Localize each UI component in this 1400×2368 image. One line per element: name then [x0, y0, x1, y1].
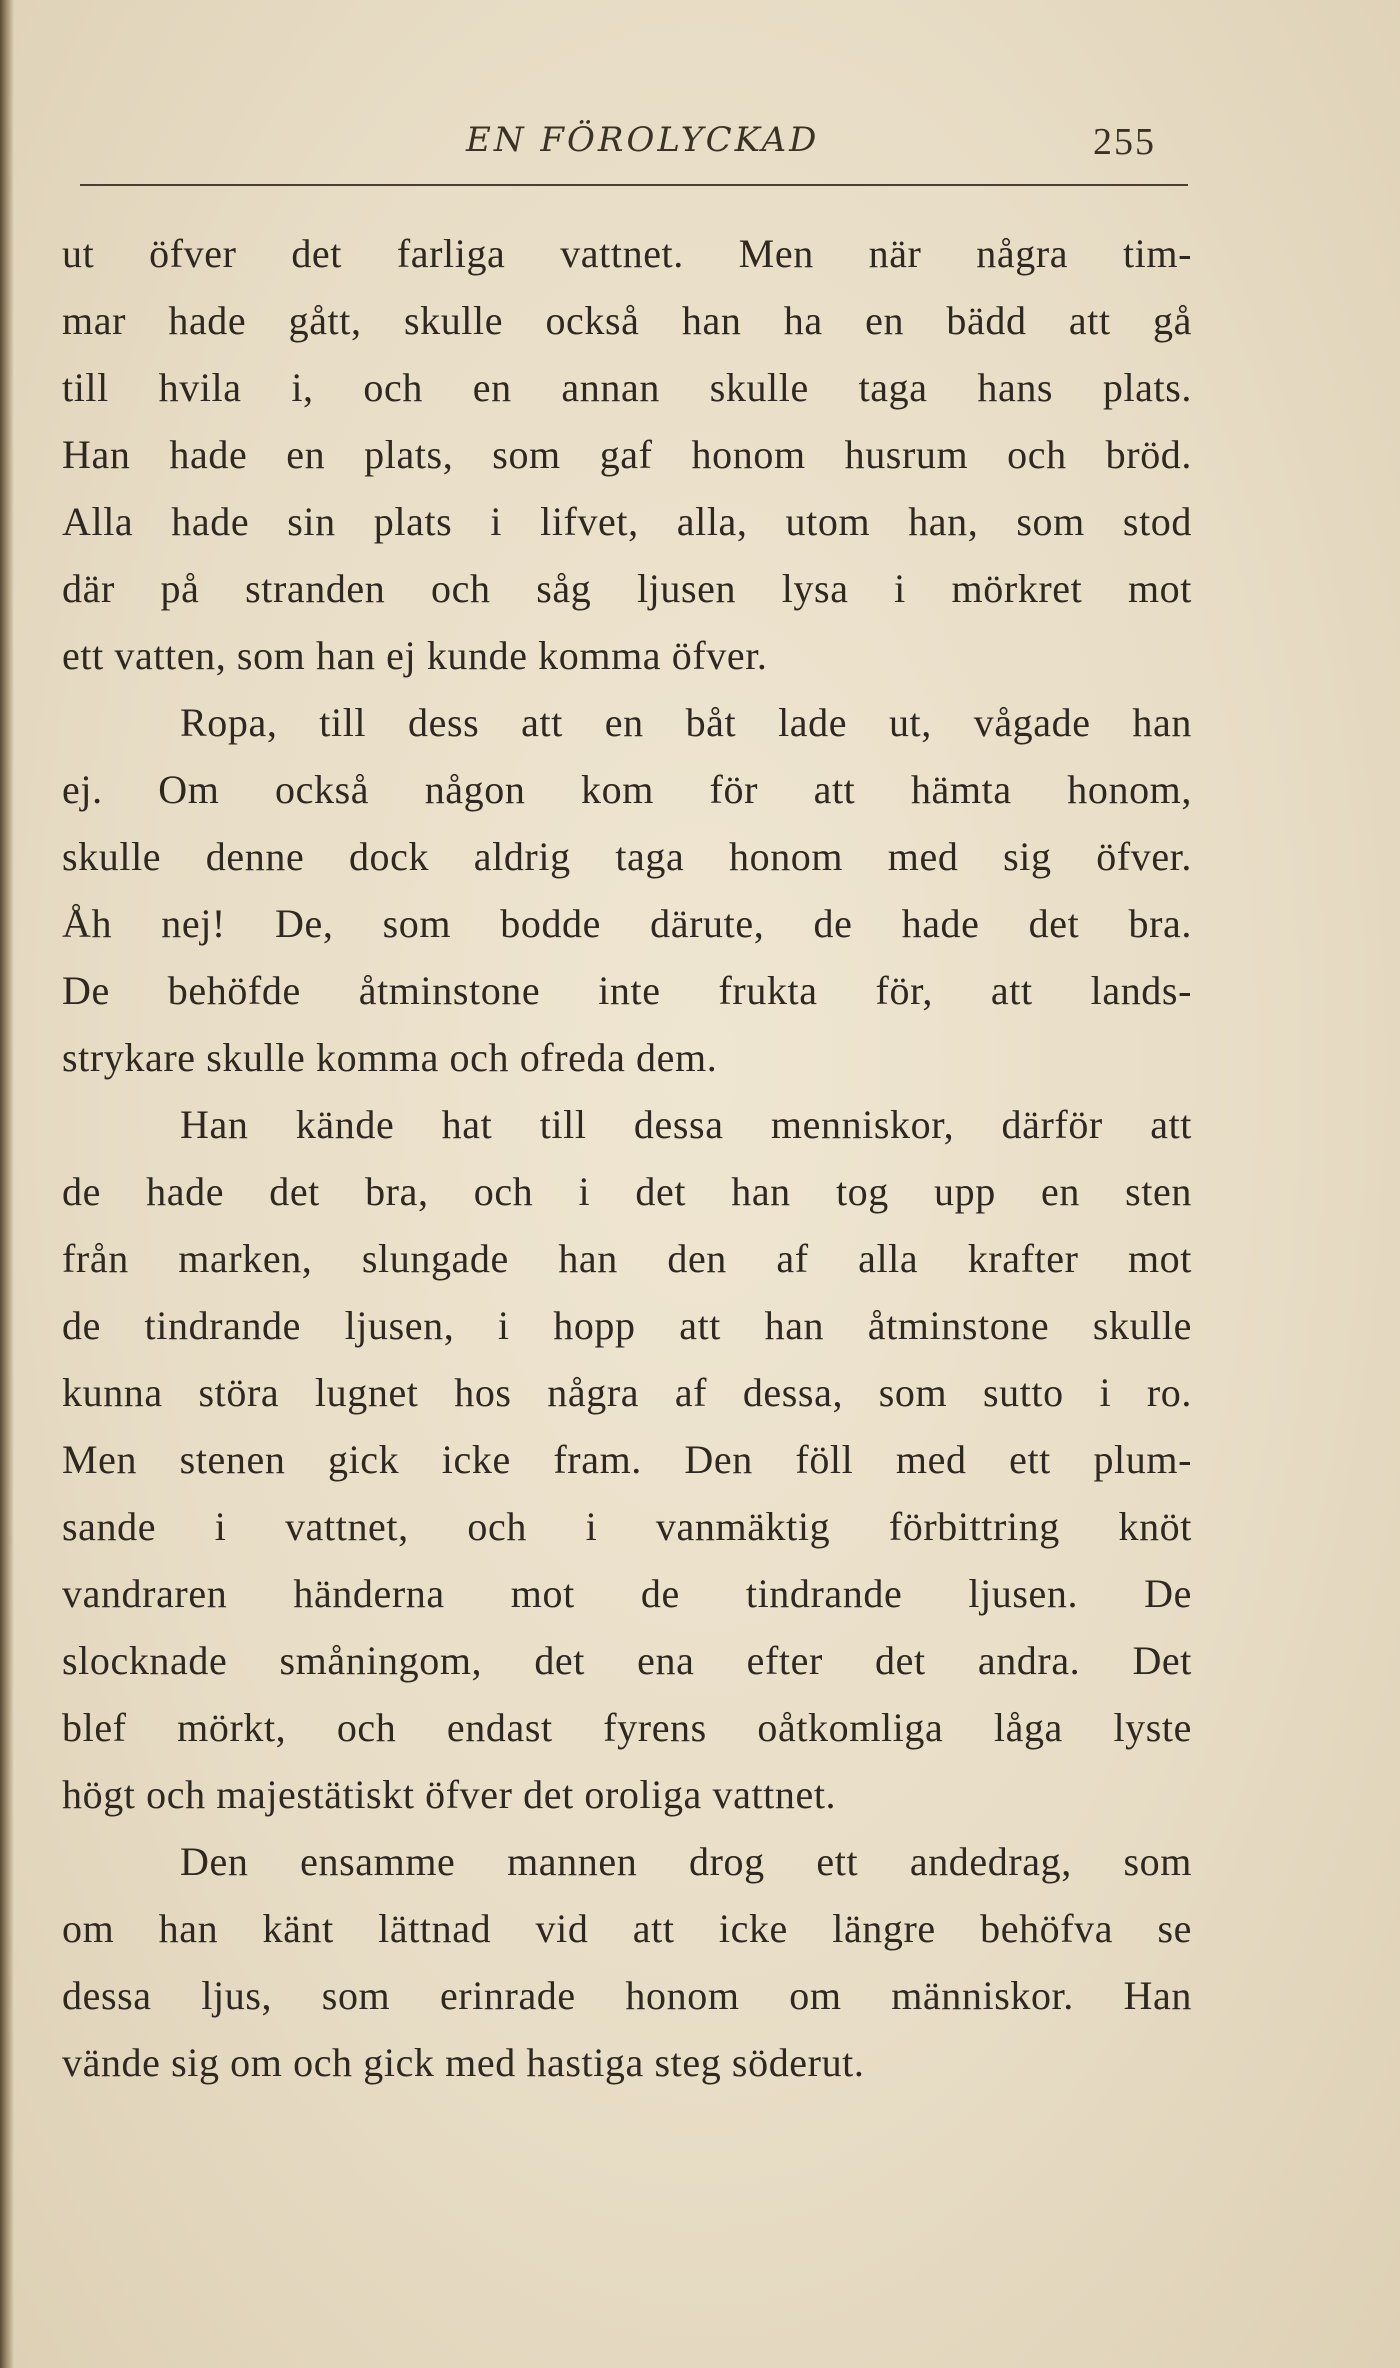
text-line: slocknade småningom, det ena efter det andra. Det: [62, 1638, 1192, 1683]
text-line: vände sig om och gick med hastiga steg söderut.: [62, 2040, 865, 2085]
page-number: 255: [1093, 121, 1156, 163]
text-line: de tindrande ljusen, i hopp att han åtminstone skulle: [62, 1303, 1192, 1348]
text-line: dessa ljus, som erinrade honom om människor. Han: [62, 1973, 1192, 2018]
text-line: vandraren händerna mot de tindrande ljusen. De: [62, 1571, 1192, 1616]
page-spine-shadow: [0, 0, 14, 2368]
text-line: kunna störa lugnet hos några af dessa, som sutto i ro.: [62, 1370, 1192, 1415]
text-line: där på stranden och såg ljusen lysa i mörkret mot: [62, 566, 1192, 611]
text-line: de hade det bra, och i det han tog upp en sten: [62, 1169, 1192, 1214]
text-line: skulle denne dock aldrig taga honom med sig öfver.: [62, 834, 1192, 879]
body-text: [62, 220, 1192, 2096]
text-line: De behöfde åtminstone inte frukta för, att lands-: [62, 968, 1192, 1013]
text-line: högt och majestätiskt öfver det oroliga vattnet.: [62, 1772, 837, 1817]
header-rule: [80, 184, 1188, 186]
text-line: ej. Om också någon kom för att hämta honom,: [62, 767, 1192, 812]
running-head: [0, 120, 1400, 180]
text-line: mar hade gått, skulle också han ha en bädd att gå: [62, 298, 1192, 343]
text-line: Han hade en plats, som gaf honom husrum och bröd.: [62, 432, 1192, 477]
text-line: Åh nej! De, som bodde därute, de hade det bra.: [62, 901, 1192, 946]
text-line: Alla hade sin plats i lifvet, alla, utom han, som stod: [62, 499, 1192, 544]
text-line: ut öfver det farliga vattnet. Men när några tim-: [62, 231, 1192, 276]
text-line: till hvila i, och en annan skulle taga hans plats.: [62, 365, 1192, 410]
text-line: Ropa, till dess att en båt lade ut, vågade han: [180, 700, 1192, 745]
text-line: Han kände hat till dessa menniskor, därför att: [180, 1102, 1192, 1147]
running-head-title: EN FÖROLYCKAD: [466, 120, 820, 160]
text-line: Den ensamme mannen drog ett andedrag, som: [180, 1839, 1192, 1884]
text-line: om han känt lättnad vid att icke längre behöfva se: [62, 1906, 1192, 1951]
text-line: blef mörkt, och endast fyrens oåtkomliga låga lyste: [62, 1705, 1192, 1750]
text-line: ett vatten, som han ej kunde komma öfver.: [62, 633, 768, 678]
text-line: Men stenen gick icke fram. Den föll med ett plum-: [62, 1437, 1192, 1482]
text-line: sande i vattnet, och i vanmäktig förbittring knöt: [62, 1504, 1192, 1549]
text-line: från marken, slungade han den af alla krafter mot: [62, 1236, 1192, 1281]
text-line: strykare skulle komma och ofreda dem.: [62, 1035, 718, 1080]
